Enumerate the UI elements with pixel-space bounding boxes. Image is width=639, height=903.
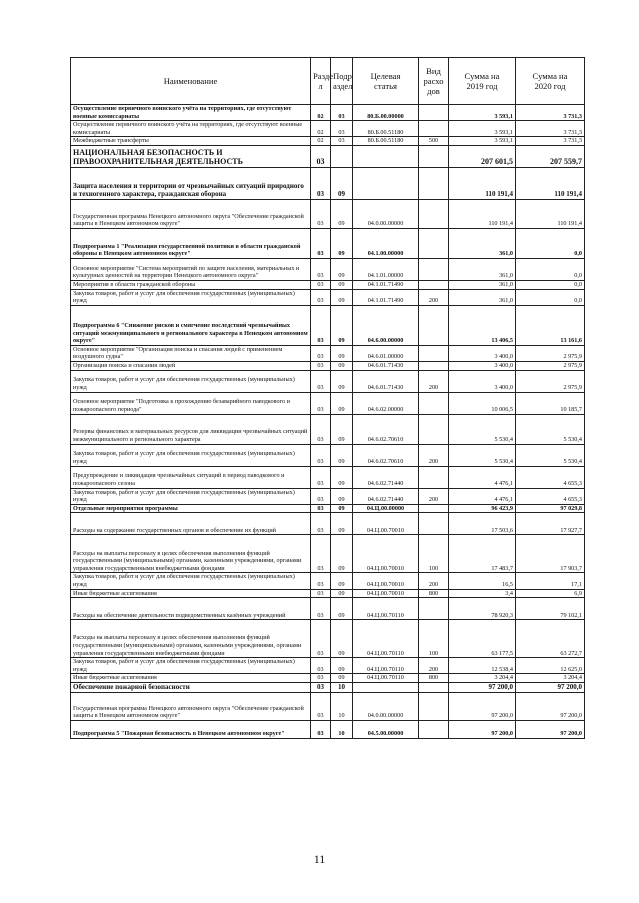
row-expense-type-cell — [419, 513, 449, 535]
row-section-cell: 03 — [311, 488, 331, 504]
row-name-cell: Иные бюджетные ассигнования — [71, 589, 311, 598]
row-name-cell: Защита населения и территории от чрезвычайных ситуаций природного и техногенного характера, гражданская оборона — [71, 167, 311, 199]
row-sum-2019-cell: 12 538,4 — [449, 658, 516, 674]
row-target-article-cell: 04.6.02.70610 — [353, 444, 419, 466]
row-name-cell: Основное мероприятие "Система мероприятий по защите населения, материальных и культурных ценностей на территории Ненецкого автономного округа" — [71, 258, 311, 280]
row-subsection-cell: 09 — [331, 289, 353, 305]
header-section: Разде л — [311, 58, 331, 105]
row-target-article-cell: 80.Б.00.51180 — [353, 121, 419, 137]
row-section-cell: 03 — [311, 345, 331, 361]
row-section-cell: 03 — [311, 682, 331, 692]
row-sum-2019-cell: 3 593,1 — [449, 137, 516, 146]
table-row — [71, 199, 585, 228]
row-expense-type-cell — [419, 199, 449, 228]
table-row — [71, 392, 585, 414]
row-expense-type-cell — [419, 145, 449, 167]
table-row — [71, 370, 585, 392]
row-expense-type-cell — [419, 167, 449, 199]
table-row — [71, 682, 585, 692]
header-target-article: Целевая статья — [353, 58, 419, 105]
table-body — [71, 105, 585, 739]
row-sum-2019-cell: 3 204,4 — [449, 674, 516, 683]
row-sum-2019-cell: 3 400,0 — [449, 361, 516, 370]
row-subsection-cell — [331, 145, 353, 167]
table-row — [71, 258, 585, 280]
row-subsection-cell: 09 — [331, 620, 353, 658]
row-name-cell: Подпрограмма 6 "Снижение рисков и смягчение последствий чрезвычайных ситуаций межмуниципального и регионального характера в Ненецком автономном округе" — [71, 305, 311, 345]
row-sum-2019-cell: 78 920,3 — [449, 598, 516, 620]
row-section-cell: 03 — [311, 513, 331, 535]
row-name-cell: Закупка товаров, работ и услуг для обеспечения государственных (муниципальных) нужд — [71, 573, 311, 589]
row-sum-2019-cell: 3 593,1 — [449, 121, 516, 137]
row-name-cell: Резервы финансовых и материальных ресурсов для ликвидации чрезвычайных ситуаций межмуниципального и регионального характера — [71, 414, 311, 444]
row-section-cell: 03 — [311, 289, 331, 305]
row-target-article-cell: 04.6.02.00000 — [353, 392, 419, 414]
row-target-article-cell — [353, 167, 419, 199]
row-expense-type-cell: 500 — [419, 137, 449, 146]
row-name-cell: Иные бюджетные ассигнования — [71, 674, 311, 683]
row-sum-2019-cell: 361,0 — [449, 280, 516, 289]
header-sum-2019: Сумма на 2019 год — [449, 58, 516, 105]
table-row — [71, 589, 585, 598]
row-name-cell: НАЦИОНАЛЬНАЯ БЕЗОПАСНОСТЬ И ПРАВООХРАНИТЕЛЬНАЯ ДЕЯТЕЛЬНОСТЬ — [71, 145, 311, 167]
table-row — [71, 305, 585, 345]
row-expense-type-cell: 800 — [419, 674, 449, 683]
table-row — [71, 137, 585, 146]
row-name-cell: Закупка товаров, работ и услуг для обеспечения государственных (муниципальных) нужд — [71, 658, 311, 674]
row-sum-2019-cell: 13 406,5 — [449, 305, 516, 345]
row-sum-2020-cell: 13 161,6 — [516, 305, 585, 345]
row-target-article-cell: 04.1.01.00000 — [353, 258, 419, 280]
row-expense-type-cell — [419, 105, 449, 121]
row-name-cell: Государственная программа Ненецкого автономного округа "Обеспечение гражданской защиты в Ненецком автономном округе" — [71, 199, 311, 228]
row-target-article-cell: 04.Ц.00.70110 — [353, 674, 419, 683]
row-target-article-cell: 04.1.01.71490 — [353, 280, 419, 289]
row-sum-2020-cell: 110 191,4 — [516, 199, 585, 228]
row-subsection-cell: 09 — [331, 598, 353, 620]
row-name-cell: Расходы на выплаты персоналу в целях обеспечения выполнения функций государственными (муниципальными) органами, казенными учреждениями, органами управления государственными внебюджетными фондами — [71, 535, 311, 573]
row-sum-2019-cell: 3 400,0 — [449, 370, 516, 392]
row-section-cell: 03 — [311, 658, 331, 674]
row-target-article-cell: 04.6.01.71430 — [353, 361, 419, 370]
row-target-article-cell: 04.Ц.00.70010 — [353, 513, 419, 535]
row-name-cell: Закупка товаров, работ и услуг для обеспечения государственных (муниципальных) нужд — [71, 488, 311, 504]
row-section-cell: 02 — [311, 137, 331, 146]
row-section-cell: 03 — [311, 280, 331, 289]
row-subsection-cell: 09 — [331, 414, 353, 444]
row-section-cell: 03 — [311, 504, 331, 513]
row-sum-2020-cell: 2 975,9 — [516, 345, 585, 361]
row-sum-2019-cell: 96 423,9 — [449, 504, 516, 513]
row-name-cell: Подпрограмма 1 "Реализация государственной политики в области гражданской обороны в Ненецком автономном округе" — [71, 228, 311, 258]
row-sum-2020-cell: 17,1 — [516, 573, 585, 589]
row-name-cell: Закупка товаров, работ и услуг для обеспечения государственных (муниципальных) нужд — [71, 370, 311, 392]
row-section-cell: 03 — [311, 414, 331, 444]
table-row — [71, 345, 585, 361]
table-row — [71, 121, 585, 137]
row-name-cell: Организация поиска и спасания людей — [71, 361, 311, 370]
row-sum-2020-cell: 0,0 — [516, 228, 585, 258]
table-row — [71, 535, 585, 573]
row-expense-type-cell — [419, 280, 449, 289]
table-row — [71, 444, 585, 466]
row-section-cell: 03 — [311, 589, 331, 598]
page-number: 11 — [313, 852, 326, 866]
row-target-article-cell: 04.6.02.70610 — [353, 414, 419, 444]
row-expense-type-cell — [419, 258, 449, 280]
row-expense-type-cell: 200 — [419, 573, 449, 589]
row-sum-2020-cell: 17 927,7 — [516, 513, 585, 535]
table-row — [71, 674, 585, 683]
row-expense-type-cell — [419, 692, 449, 720]
row-sum-2020-cell: 0,0 — [516, 280, 585, 289]
row-subsection-cell: 09 — [331, 658, 353, 674]
row-sum-2020-cell: 97 200,0 — [516, 720, 585, 738]
header-expense-type: Вид расхо дов — [419, 58, 449, 105]
row-name-cell: Отдельные мероприятия программы — [71, 504, 311, 513]
row-sum-2020-cell: 0,0 — [516, 289, 585, 305]
row-sum-2019-cell: 17 503,6 — [449, 513, 516, 535]
row-subsection-cell: 09 — [331, 167, 353, 199]
row-sum-2019-cell: 97 200,0 — [449, 692, 516, 720]
row-sum-2019-cell: 10 006,5 — [449, 392, 516, 414]
row-expense-type-cell — [419, 504, 449, 513]
row-subsection-cell: 03 — [331, 137, 353, 146]
table-row — [71, 620, 585, 658]
row-name-cell: Осуществление первичного воинского учёта на территориях, где отсутствуют военные комиссариаты — [71, 121, 311, 137]
table-row — [71, 466, 585, 488]
row-expense-type-cell: 200 — [419, 658, 449, 674]
row-target-article-cell: 04.Ц.00.70110 — [353, 598, 419, 620]
row-section-cell: 03 — [311, 466, 331, 488]
row-target-article-cell: 04.5.00.00000 — [353, 720, 419, 738]
row-expense-type-cell — [419, 345, 449, 361]
header-sum-2020: Сумма на 2020 год — [516, 58, 585, 105]
row-section-cell: 03 — [311, 692, 331, 720]
row-expense-type-cell — [419, 720, 449, 738]
row-name-cell: Мероприятия в области гражданской обороны — [71, 280, 311, 289]
row-expense-type-cell: 200 — [419, 444, 449, 466]
row-target-article-cell: 04.Ц.00.00000 — [353, 504, 419, 513]
row-section-cell: 03 — [311, 145, 331, 167]
table-row — [71, 573, 585, 589]
row-name-cell: Предупреждение и ликвидация чрезвычайных ситуаций в период паводкового и пожароопасного сезона — [71, 466, 311, 488]
table-row — [71, 289, 585, 305]
row-target-article-cell — [353, 145, 419, 167]
row-expense-type-cell: 100 — [419, 620, 449, 658]
table-row — [71, 598, 585, 620]
row-sum-2020-cell: 5 530,4 — [516, 444, 585, 466]
row-sum-2019-cell: 3,4 — [449, 589, 516, 598]
row-expense-type-cell: 200 — [419, 370, 449, 392]
row-sum-2019-cell: 16,5 — [449, 573, 516, 589]
row-expense-type-cell — [419, 466, 449, 488]
row-sum-2019-cell: 110 191,4 — [449, 199, 516, 228]
row-subsection-cell: 09 — [331, 589, 353, 598]
row-sum-2020-cell: 10 185,7 — [516, 392, 585, 414]
row-sum-2020-cell: 97 029,8 — [516, 504, 585, 513]
row-sum-2020-cell: 63 272,7 — [516, 620, 585, 658]
row-sum-2020-cell: 12 625,0 — [516, 658, 585, 674]
row-sum-2020-cell: 3 731,3 — [516, 137, 585, 146]
row-target-article-cell: 04.Ц.00.70110 — [353, 658, 419, 674]
row-name-cell: Закупка товаров, работ и услуг для обеспечения государственных (муниципальных) нужд — [71, 289, 311, 305]
row-section-cell: 03 — [311, 258, 331, 280]
row-name-cell: Расходы на обеспечение деятельности подведомственных казённых учреждений — [71, 598, 311, 620]
row-sum-2019-cell: 17 483,7 — [449, 535, 516, 573]
row-target-article-cell: 04.1.01.71490 — [353, 289, 419, 305]
row-name-cell: Расходы на содержание государственных органов и обеспечение их функций — [71, 513, 311, 535]
row-name-cell: Закупка товаров, работ и услуг для обеспечения государственных (муниципальных) нужд — [71, 444, 311, 466]
row-subsection-cell: 09 — [331, 488, 353, 504]
table-row — [71, 513, 585, 535]
row-subsection-cell: 09 — [331, 513, 353, 535]
row-subsection-cell: 03 — [331, 121, 353, 137]
row-sum-2020-cell: 3 731,3 — [516, 105, 585, 121]
row-section-cell: 03 — [311, 361, 331, 370]
table-row — [71, 145, 585, 167]
row-section-cell: 03 — [311, 674, 331, 683]
table-row — [71, 280, 585, 289]
row-target-article-cell: 04.0.00.00000 — [353, 692, 419, 720]
row-expense-type-cell — [419, 392, 449, 414]
row-target-article-cell: 04.Ц.00.70110 — [353, 620, 419, 658]
row-section-cell: 03 — [311, 392, 331, 414]
row-sum-2019-cell: 97 200,0 — [449, 720, 516, 738]
row-sum-2020-cell: 2 975,9 — [516, 361, 585, 370]
row-subsection-cell: 09 — [331, 305, 353, 345]
row-sum-2020-cell: 4 655,3 — [516, 466, 585, 488]
row-name-cell: Основное мероприятие "Организация поиска и спасания людей с применением воздушного судна" — [71, 345, 311, 361]
row-expense-type-cell — [419, 228, 449, 258]
row-expense-type-cell — [419, 682, 449, 692]
row-section-cell: 02 — [311, 105, 331, 121]
row-sum-2019-cell: 97 200,0 — [449, 682, 516, 692]
row-target-article-cell: 04.Ц.00.70010 — [353, 573, 419, 589]
row-sum-2019-cell: 361,0 — [449, 228, 516, 258]
row-expense-type-cell — [419, 414, 449, 444]
row-subsection-cell: 09 — [331, 370, 353, 392]
row-sum-2019-cell: 5 530,4 — [449, 444, 516, 466]
row-sum-2020-cell: 2 975,9 — [516, 370, 585, 392]
row-subsection-cell: 10 — [331, 682, 353, 692]
row-section-cell: 03 — [311, 370, 331, 392]
table-row — [71, 414, 585, 444]
row-section-cell: 03 — [311, 620, 331, 658]
row-subsection-cell: 09 — [331, 392, 353, 414]
row-section-cell: 03 — [311, 167, 331, 199]
table-row — [71, 105, 585, 121]
row-subsection-cell: 09 — [331, 674, 353, 683]
row-expense-type-cell: 800 — [419, 589, 449, 598]
row-name-cell: Подпрограмма 5 "Пожарная безопасность в Ненецком автономном округе" — [71, 720, 311, 738]
row-section-cell: 03 — [311, 305, 331, 345]
row-target-article-cell: 80.Б.00.00000 — [353, 105, 419, 121]
row-sum-2019-cell: 4 476,1 — [449, 488, 516, 504]
row-target-article-cell: 04.Ц.00.70010 — [353, 589, 419, 598]
row-sum-2020-cell: 0,0 — [516, 258, 585, 280]
row-subsection-cell: 09 — [331, 504, 353, 513]
row-expense-type-cell — [419, 598, 449, 620]
row-sum-2020-cell: 97 200,0 — [516, 682, 585, 692]
table-row — [71, 692, 585, 720]
table-row — [71, 167, 585, 199]
row-sum-2019-cell: 4 476,1 — [449, 466, 516, 488]
budget-table-page — [70, 57, 584, 739]
row-subsection-cell: 09 — [331, 258, 353, 280]
row-target-article-cell: 04.6.01.00000 — [353, 345, 419, 361]
row-target-article-cell: 04.1.00.00000 — [353, 228, 419, 258]
row-sum-2020-cell: 17 903,7 — [516, 535, 585, 573]
row-sum-2020-cell: 6,9 — [516, 589, 585, 598]
row-sum-2020-cell: 3 731,3 — [516, 121, 585, 137]
table-row — [71, 720, 585, 738]
row-subsection-cell: 09 — [331, 444, 353, 466]
row-name-cell: Обеспечение пожарной безопасности — [71, 682, 311, 692]
budget-table — [70, 57, 585, 739]
row-subsection-cell: 09 — [331, 535, 353, 573]
row-sum-2019-cell: 110 191,4 — [449, 167, 516, 199]
row-sum-2019-cell: 3 593,1 — [449, 105, 516, 121]
table-row — [71, 488, 585, 504]
row-section-cell: 03 — [311, 720, 331, 738]
row-target-article-cell: 04.6.01.71430 — [353, 370, 419, 392]
row-target-article-cell: 04.6.00.00000 — [353, 305, 419, 345]
row-sum-2019-cell: 361,0 — [449, 289, 516, 305]
row-expense-type-cell — [419, 361, 449, 370]
header-name: Наименование — [71, 58, 311, 105]
row-subsection-cell: 03 — [331, 105, 353, 121]
row-target-article-cell — [353, 682, 419, 692]
row-name-cell: Государственная программа Ненецкого автономного округа "Обеспечение гражданской защиты в Ненецком автономном округе" — [71, 692, 311, 720]
row-target-article-cell: 04.0.00.00000 — [353, 199, 419, 228]
table-row — [71, 361, 585, 370]
row-sum-2019-cell: 3 400,0 — [449, 345, 516, 361]
table-row — [71, 228, 585, 258]
header-subsection: Подр аздел — [331, 58, 353, 105]
row-subsection-cell: 10 — [331, 692, 353, 720]
row-sum-2020-cell: 4 655,3 — [516, 488, 585, 504]
row-expense-type-cell: 100 — [419, 535, 449, 573]
row-target-article-cell: 04.6.02.71440 — [353, 488, 419, 504]
row-sum-2019-cell: 5 530,4 — [449, 414, 516, 444]
row-sum-2020-cell: 5 530,4 — [516, 414, 585, 444]
row-sum-2019-cell: 361,0 — [449, 258, 516, 280]
row-sum-2020-cell: 110 191,4 — [516, 167, 585, 199]
row-sum-2020-cell: 97 200,0 — [516, 692, 585, 720]
row-subsection-cell: 09 — [331, 573, 353, 589]
row-section-cell: 03 — [311, 573, 331, 589]
table-row — [71, 658, 585, 674]
row-subsection-cell: 09 — [331, 280, 353, 289]
row-expense-type-cell: 200 — [419, 488, 449, 504]
row-name-cell: Основное мероприятие "Подготовка к прохождению безаварийного паводкового и пожароопасного периода" — [71, 392, 311, 414]
row-target-article-cell: 04.6.02.71440 — [353, 466, 419, 488]
row-section-cell: 03 — [311, 228, 331, 258]
table-header-row — [71, 58, 585, 105]
row-name-cell: Осуществление первичного воинского учёта на территориях, где отсутствуют военные комиссариаты — [71, 105, 311, 121]
row-sum-2020-cell: 3 204,4 — [516, 674, 585, 683]
row-sum-2020-cell: 207 559,7 — [516, 145, 585, 167]
row-expense-type-cell: 200 — [419, 289, 449, 305]
row-section-cell: 03 — [311, 598, 331, 620]
row-expense-type-cell — [419, 121, 449, 137]
row-section-cell: 03 — [311, 444, 331, 466]
row-section-cell: 02 — [311, 121, 331, 137]
row-name-cell: Межбюджетные трансферты — [71, 137, 311, 146]
row-sum-2019-cell: 207 601,5 — [449, 145, 516, 167]
row-subsection-cell: 10 — [331, 720, 353, 738]
row-subsection-cell: 09 — [331, 228, 353, 258]
row-expense-type-cell — [419, 305, 449, 345]
table-row — [71, 504, 585, 513]
row-sum-2019-cell: 63 177,5 — [449, 620, 516, 658]
row-subsection-cell: 09 — [331, 199, 353, 228]
row-section-cell: 03 — [311, 199, 331, 228]
row-target-article-cell: 04.Ц.00.70010 — [353, 535, 419, 573]
row-subsection-cell: 09 — [331, 361, 353, 370]
row-subsection-cell: 09 — [331, 466, 353, 488]
row-sum-2020-cell: 79 102,1 — [516, 598, 585, 620]
row-section-cell: 03 — [311, 535, 331, 573]
row-name-cell: Расходы на выплаты персоналу в целях обеспечения выполнения функций государственными (муниципальными) органами, казенными учреждениями, органами управления государственными внебюджетными фондами — [71, 620, 311, 658]
row-subsection-cell: 09 — [331, 345, 353, 361]
row-target-article-cell: 80.Б.00.51180 — [353, 137, 419, 146]
